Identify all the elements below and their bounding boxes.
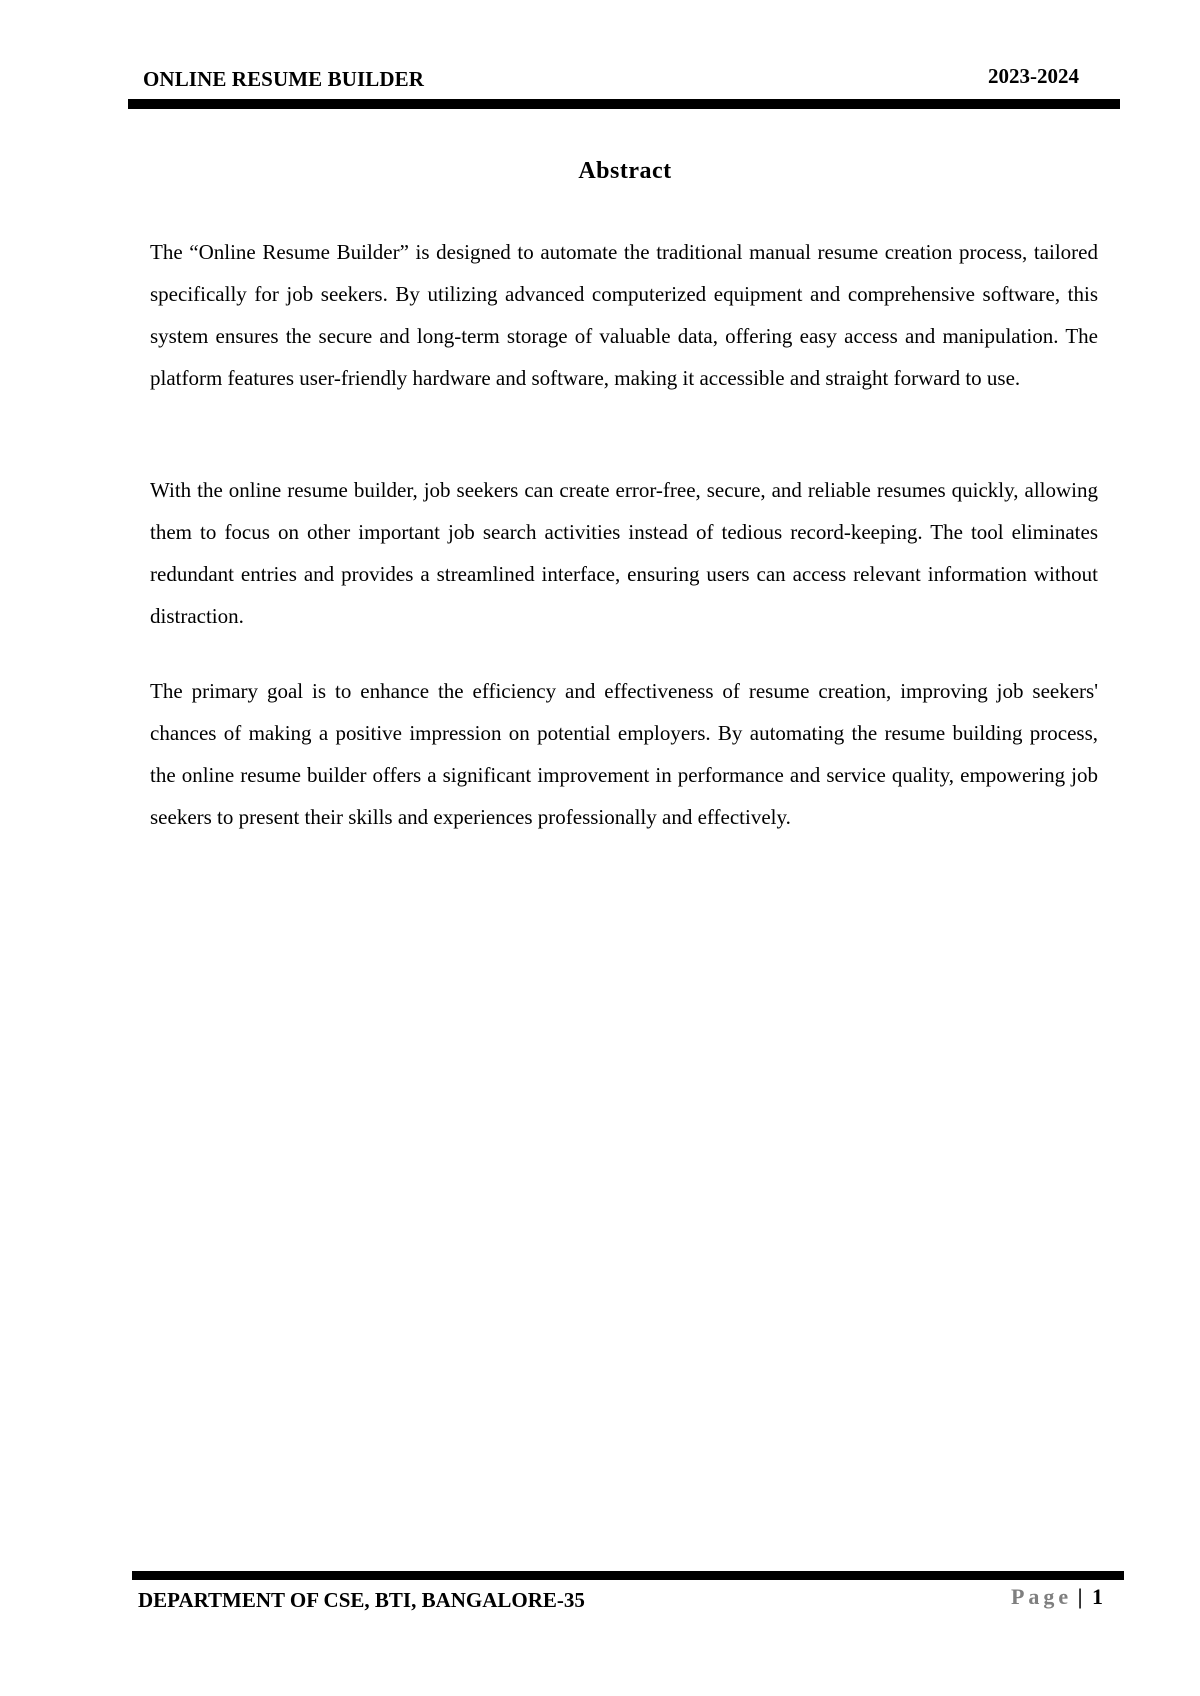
header-year: 2023-2024 xyxy=(988,64,1079,88)
page-separator: | xyxy=(1077,1584,1083,1609)
footer-divider xyxy=(132,1571,1124,1580)
header-divider xyxy=(128,99,1120,109)
header-title: ONLINE RESUME BUILDER xyxy=(143,67,424,91)
footer-department: DEPARTMENT OF CSE, BTI, BANGALORE-35 xyxy=(138,1588,585,1612)
paragraph-2 xyxy=(150,469,1098,637)
page-number: 1 xyxy=(1092,1584,1103,1609)
paragraph-text: With the online resume builder, job seekers can create error-free, secure, and reliable resumes quickly, allowing them to focus on other important job search activities instead of tedious record-keeping. The tool eliminates redundant entries and provides a streamlined interface, ensuring users can access relevant information without distraction. xyxy=(150,478,1098,628)
paragraph-3 xyxy=(150,670,1098,838)
paragraph-text: The primary goal is to enhance the efficiency and effectiveness of resume creation, improving job seekers' chances of making a positive impression on potential employers. By automating the resume building process, the online resume builder offers a significant improvement in performance and service quality, empowering job seekers to present their skills and experiences professionally and effectively. xyxy=(150,679,1098,829)
paragraph-text: The “Online Resume Builder” is designed to automate the traditional manual resume creation process, tailored specifically for job seekers. By utilizing advanced computerized equipment and comprehensive software, this system ensures the secure and long-term storage of valuable data, offering easy access and manipulation. The platform features user-friendly hardware and software, making it accessible and straight forward to use. xyxy=(150,240,1098,390)
page-label: Page xyxy=(1010,1584,1073,1609)
page-number-block xyxy=(1011,1584,1103,1610)
section-heading: Abstract xyxy=(578,158,672,184)
paragraph-1 xyxy=(150,231,1098,399)
